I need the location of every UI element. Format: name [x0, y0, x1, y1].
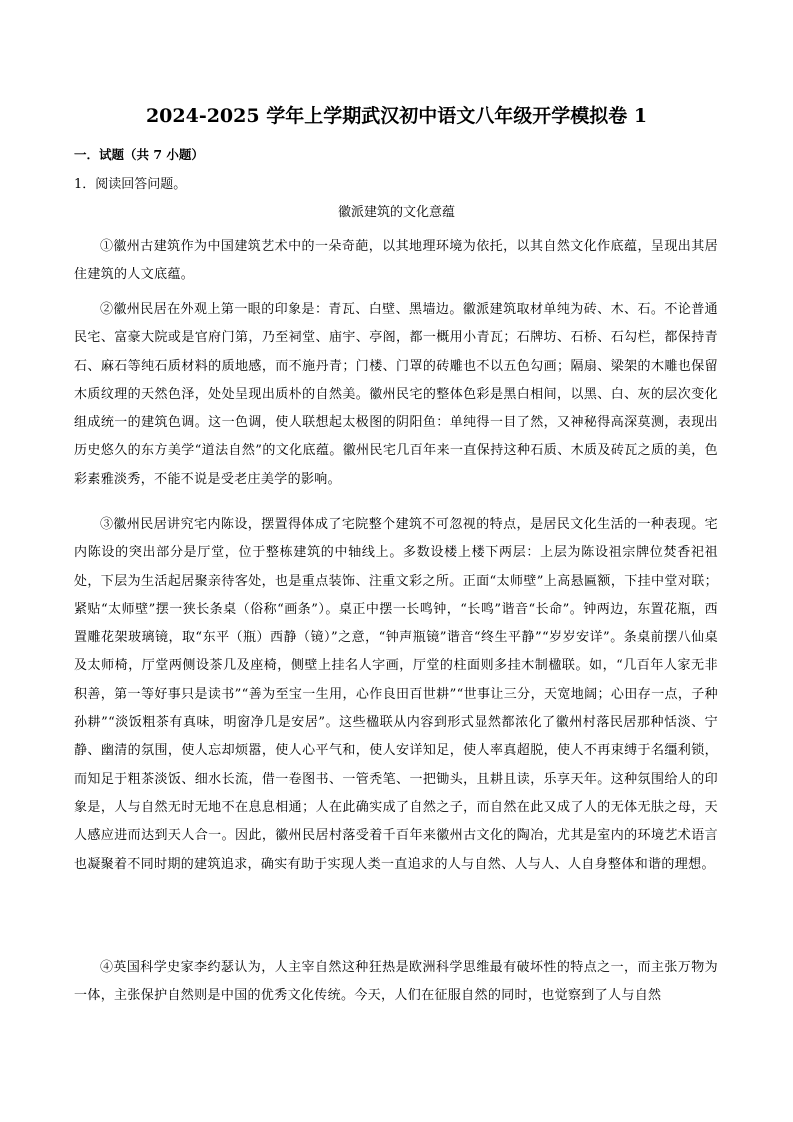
section-heading: 一．试题（共 7 小题）: [74, 147, 204, 162]
paragraph-2: ②徽州民居在外观上第一眼的印象是：青瓦、白壁、黑墙边。徽派建筑取材单纯为砖、木、石。不论普通民宅、富豪大院或是官府门第，乃至祠堂、庙宇、亭阁，都一概用小青瓦；石牌坊、石桥、石勾栏，都保持青石、麻石等纯石质材料的质地感，而不施丹青；门楼、门罩的砖雕也不以五色勾画；隔扇、梁架的木雕也保留木质纹理的天然色泽，处处呈现出质朴的自然美。徽州民宅的整体色彩是黑白相间，以黑、白、灰的层次变化组成统一的建筑色调。这一色调，使人联想起太极图的阴阳鱼：单纯得一目了然，又神秘得高深莫测，表现出历史悠久的东方美学“道法自然”的文化底蕴。徽州民宅几百年来一直保持这种石质、木质及砖瓦之质的美，色彩素雅淡秀，不能不说是受老庄美学的影响。: [74, 302, 718, 487]
paragraph-1: ①徽州古建筑作为中国建筑艺术中的一朵奇葩，以其地理环境为依托，以其自然文化作底蕴，呈现出其居住建筑的人文底蕴。: [74, 239, 718, 283]
article-title: 徽派建筑的文化意蕴: [337, 205, 455, 220]
document-title: 2024-2025 学年上学期武汉初中语文八年级开学模拟卷 1: [145, 105, 648, 127]
question-instruction: 1．阅读回答问题。: [74, 177, 187, 192]
paragraph-4: ④英国科学史家李约瑟认为，人主宰自然这种狂热是欧洲科学思维最有破坏性的特点之一，而主张万物为一体，主张保护自然则是中国的优秀文化传统。今天，人们在征服自然的同时，也觉察到了人与自然: [74, 960, 718, 1004]
paragraph-3: ③徽州民居讲究宅内陈设，摆置得体成了宅院整个建筑不可忽视的特点，是居民文化生活的一种表现。宅内陈设的突出部分是厅堂，位于整栋建筑的中轴线上。多数设楼上楼下两层：上层为陈设祖宗牌位焚香祀祖处，下层为生活起居聚亲待客处，也是重点装饰、注重文彩之所。正面“太师壁”上高悬匾额，下挂中堂对联；紧贴“太师壁”摆一狭长条桌（俗称“画条”）。桌正中摆一长鸣钟，“长鸣”谐音“长命”。钟两边，东置花瓶，西置雕花架玻璃镜，取“东平（瓶）西静（镜）”之意，“钟声瓶镜”谐音“终生平静”“岁岁安详”。条桌前摆八仙桌及太师椅，厅堂两侧设茶几及座椅，侧壁上挂名人字画，厅堂的柱面则多挂木制楹联。如，“几百年人家无非积善，第一等好事只是读书”“善为至宝一生用，心作良田百世耕”“世事让三分，天宽地阔；心田存一点，子种孙耕”“淡饭粗茶有真味，明窗净几是安居”。这些楹联从内容到形式显然都浓化了徽州村落民居那种恬淡、宁静、幽清的氛围，使人忘却烦嚣，使人心平气和，使人安详知足，使人率真超脱，使人不再束缚于名缰利锁，而知足于粗茶淡饭、细水长流，借一卷图书、一管秃笔、一把锄头，且耕且读，乐享天年。这种氛围给人的印象是，人与自然无时无地不在息息相通；人在此确实成了自然之子，而自然在此又成了人的无体无肤之母，天人感应进而达到天人合一。因此，徽州民居村落受着千百年来徽州古文化的陶冶，尤其是室内的环境艺术语言也凝聚着不同时期的建筑追求，确实有助于实现人类一直追求的人与自然、人与人、人自身整体和谐的理想。: [74, 517, 718, 872]
